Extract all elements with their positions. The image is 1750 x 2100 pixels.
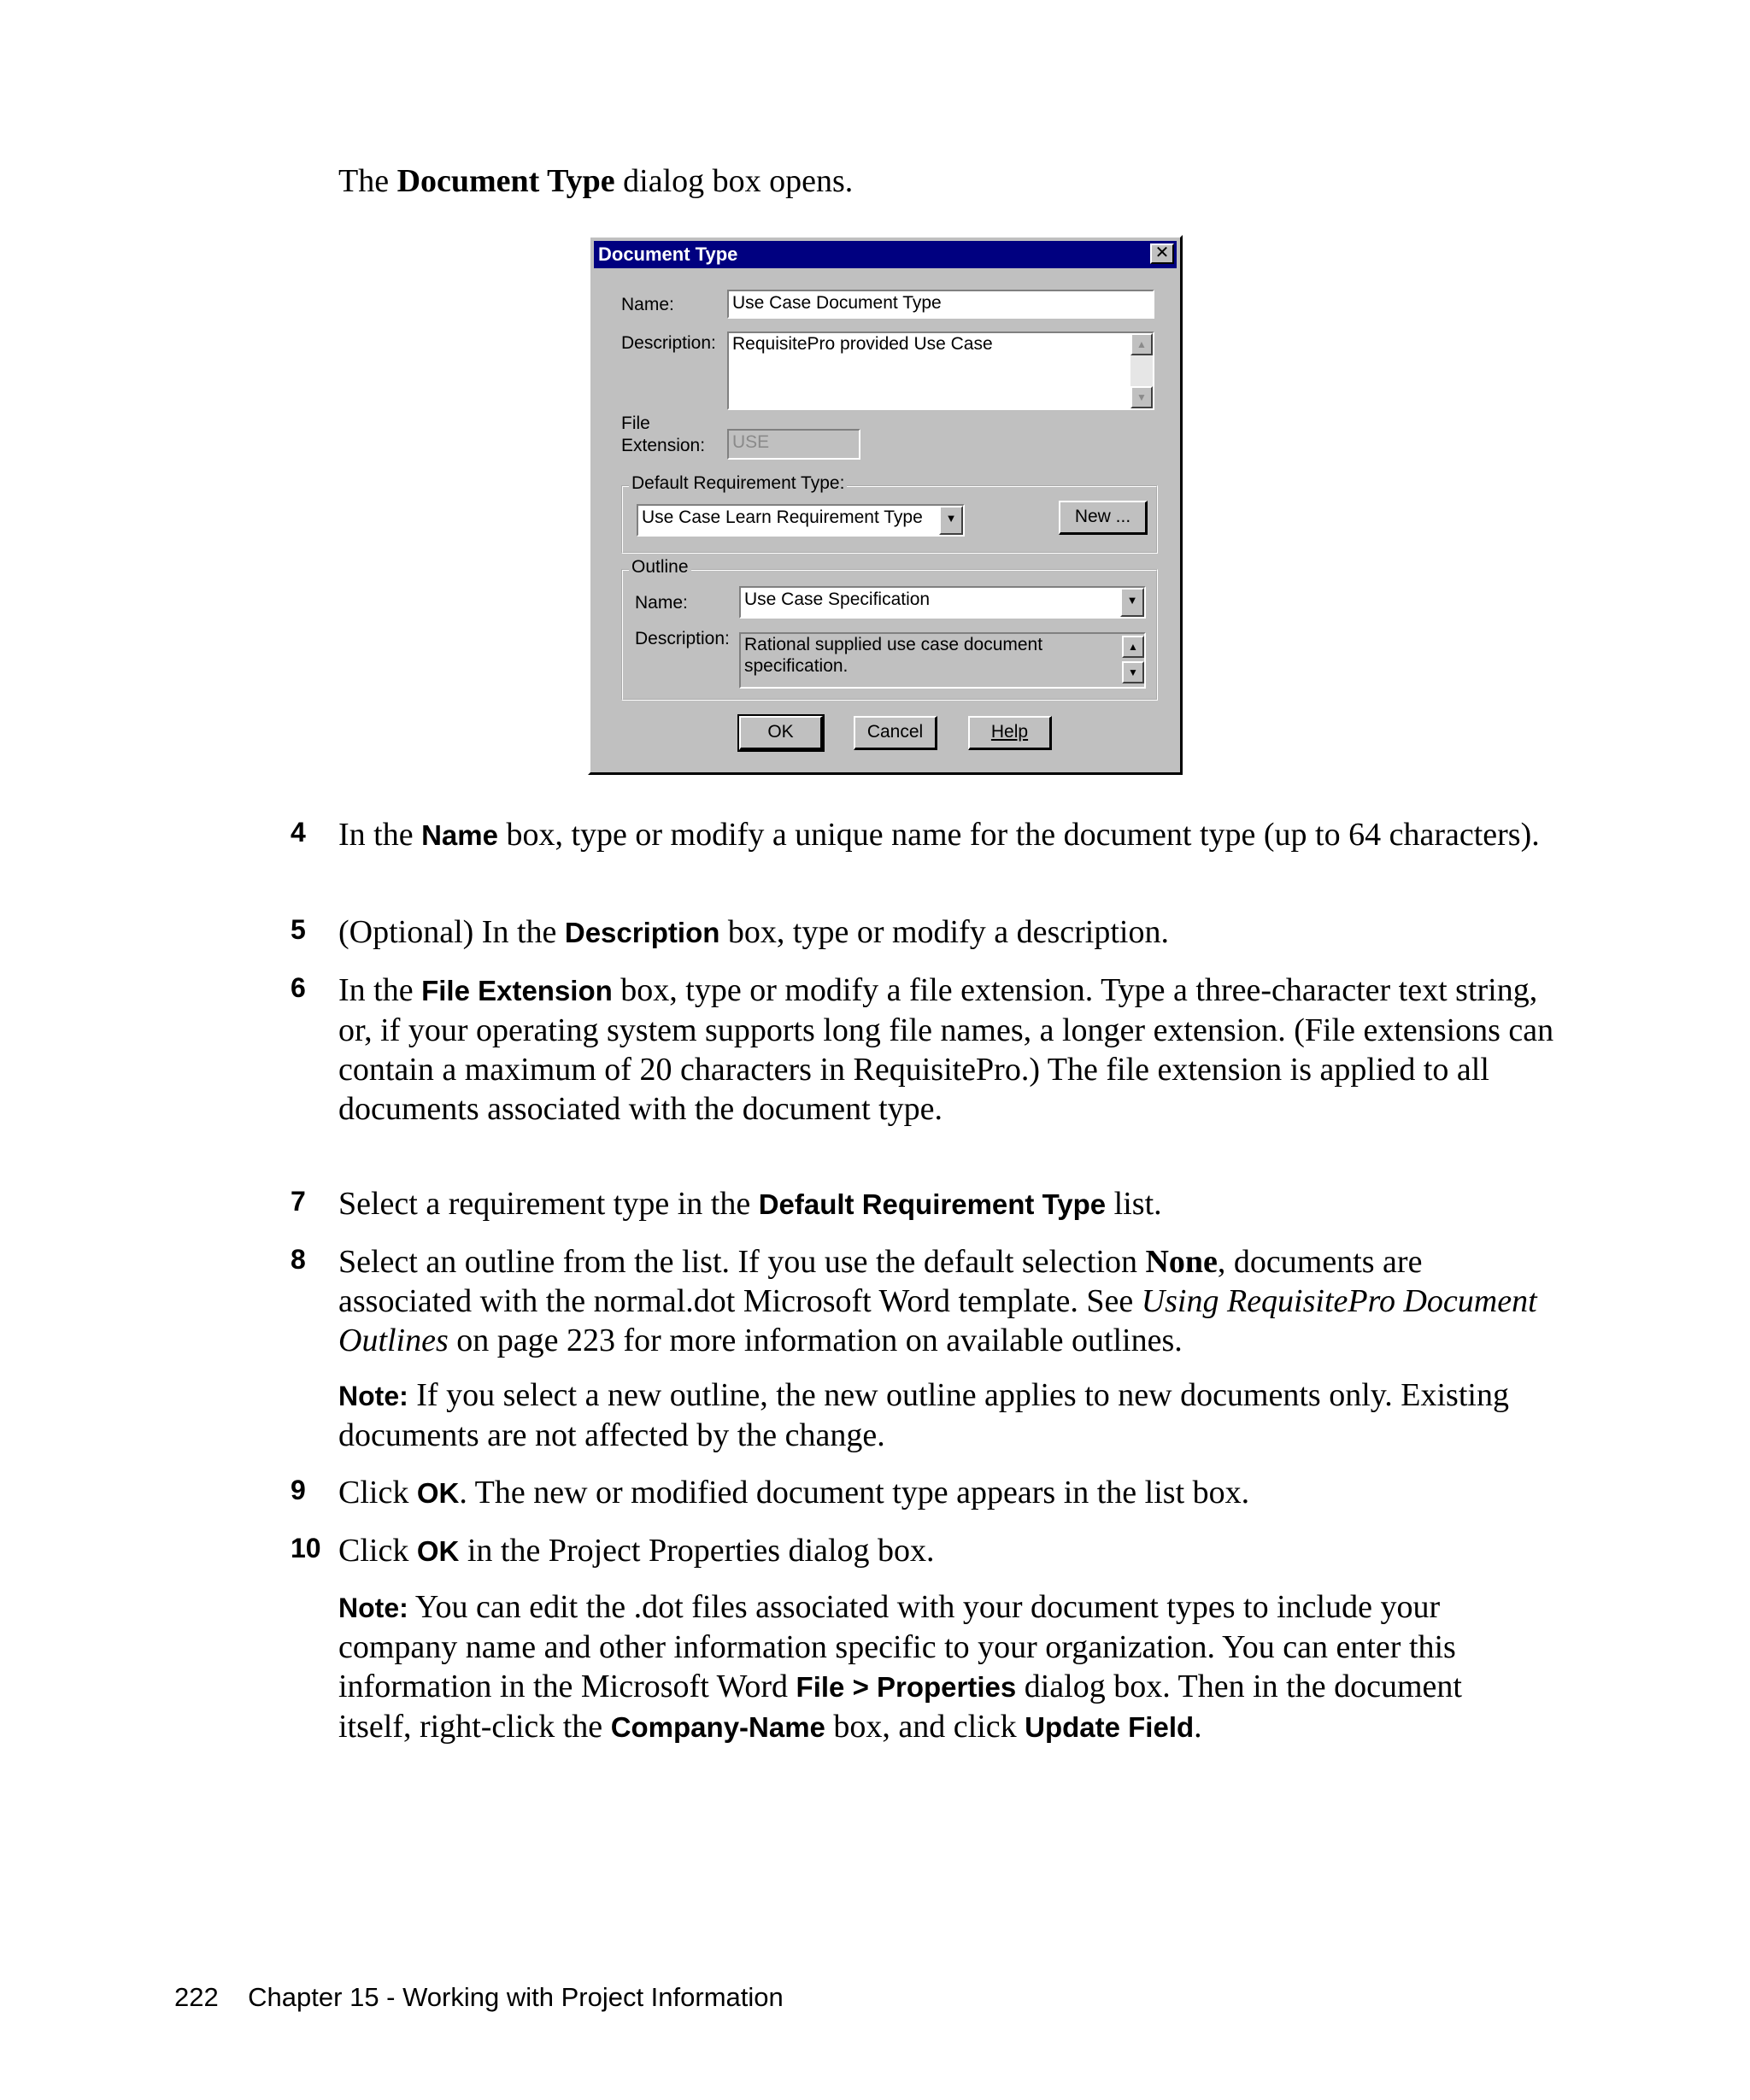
outline-group-label: Outline xyxy=(629,557,691,578)
file-extension-input[interactable]: USE xyxy=(727,429,860,460)
outline-name-label: Name: xyxy=(635,593,688,613)
ok-button[interactable]: OK xyxy=(739,716,823,750)
default-requirement-label: Default Requirement Type: xyxy=(629,473,847,494)
step-text: In the Name box, type or modify a unique name for the document type (up to 64 characters). xyxy=(338,817,1540,853)
dialog-titlebar xyxy=(594,241,1177,268)
cancel-button[interactable]: Cancel xyxy=(854,716,937,750)
step-text: Click OK in the Project Properties dialog box. xyxy=(338,1533,935,1569)
page-footer: 222 Chapter 15 - Working with Project Information xyxy=(174,1982,784,2012)
intro-bold: Document Type xyxy=(396,163,615,199)
outline-name-value: Use Case Specification xyxy=(744,590,931,609)
intro-text-end: dialog box opens. xyxy=(614,163,854,199)
name-label: Name: xyxy=(621,295,674,314)
step-number: 7 xyxy=(291,1186,306,1217)
outline-description-box[interactable] xyxy=(739,632,1146,689)
new-button[interactable]: New ... xyxy=(1059,501,1148,535)
document-type-dialog xyxy=(588,235,1183,775)
intro-text: The xyxy=(338,163,397,199)
file-extension-label-line1: File xyxy=(621,414,650,433)
default-requirement-value: Use Case Learn Requirement Type xyxy=(642,507,923,527)
scroll-down-icon[interactable]: ▼ xyxy=(1130,386,1153,408)
step-number: 8 xyxy=(291,1244,306,1275)
outline-description-scrollbar[interactable] xyxy=(1122,634,1144,687)
step-text: Select a requirement type in the Default Requirement Type list. xyxy=(338,1186,1162,1222)
scroll-up-icon[interactable]: ▲ xyxy=(1130,333,1153,355)
outline-description-line2: specification. xyxy=(744,656,849,676)
step-text: Select an outline from the list. If you use the default selection None, documents are associated with the normal.dot Microsoft Word template. See Using RequisitePro Document Outlines on page 223 for more information on available outlines. xyxy=(338,1244,1537,1358)
step-text: In the File Extension box, type or modify a file extension. Type a three-character text string, or, if your operating system supports long file names, a longer extension. (File extensions can contain a maximum of 20 characters in RequisitePro.) The file extension is applied to all documents associated with the document type. xyxy=(338,972,1554,1127)
file-extension-label-line2: Extension: xyxy=(621,436,706,455)
outline-description-label: Description: xyxy=(635,629,730,648)
step-number: 6 xyxy=(291,972,306,1003)
outline-name-select[interactable] xyxy=(739,586,1146,619)
scroll-up-icon[interactable]: ▲ xyxy=(1122,636,1144,658)
description-value: RequisitePro provided Use Case xyxy=(732,334,993,354)
step-text: Click OK. The new or modified document type appears in the list box. xyxy=(338,1475,1250,1510)
dialog-title: Document Type xyxy=(598,243,738,265)
close-icon[interactable]: ✕ xyxy=(1150,243,1174,264)
chevron-down-icon[interactable]: ▼ xyxy=(1120,588,1144,617)
help-button[interactable] xyxy=(968,716,1052,750)
default-requirement-select[interactable] xyxy=(637,504,965,537)
outline-description-line1: Rational supplied use case document xyxy=(744,635,1043,654)
step-text: (Optional) In the Description box, type or modify a description. xyxy=(338,914,1169,950)
name-input[interactable]: Use Case Document Type xyxy=(727,290,1154,319)
step-number: 5 xyxy=(291,914,306,945)
step-number: 10 xyxy=(291,1533,321,1563)
description-scrollbar[interactable] xyxy=(1130,333,1153,408)
scroll-down-icon[interactable]: ▼ xyxy=(1122,661,1144,683)
intro-sentence xyxy=(338,162,853,200)
help-button-label: Help xyxy=(990,722,1029,742)
note-dot-files: Note: You can edit the .dot files associated with your document types to include your company name and other information specific to your organization. You can enter this information in the Microsoft Word File > Properties dialog box. Then in the document itself, right-click the Company-Name box, and click Update Field. xyxy=(338,1589,1462,1745)
step-number: 4 xyxy=(291,817,306,848)
note-outline: Note: If you select a new outline, the new outline applies to new documents only. Existing documents are not affected by the change. xyxy=(338,1377,1509,1453)
step-number: 9 xyxy=(291,1475,306,1505)
description-label: Description: xyxy=(621,333,716,353)
description-input[interactable] xyxy=(727,331,1154,410)
chevron-down-icon[interactable]: ▼ xyxy=(939,506,963,535)
